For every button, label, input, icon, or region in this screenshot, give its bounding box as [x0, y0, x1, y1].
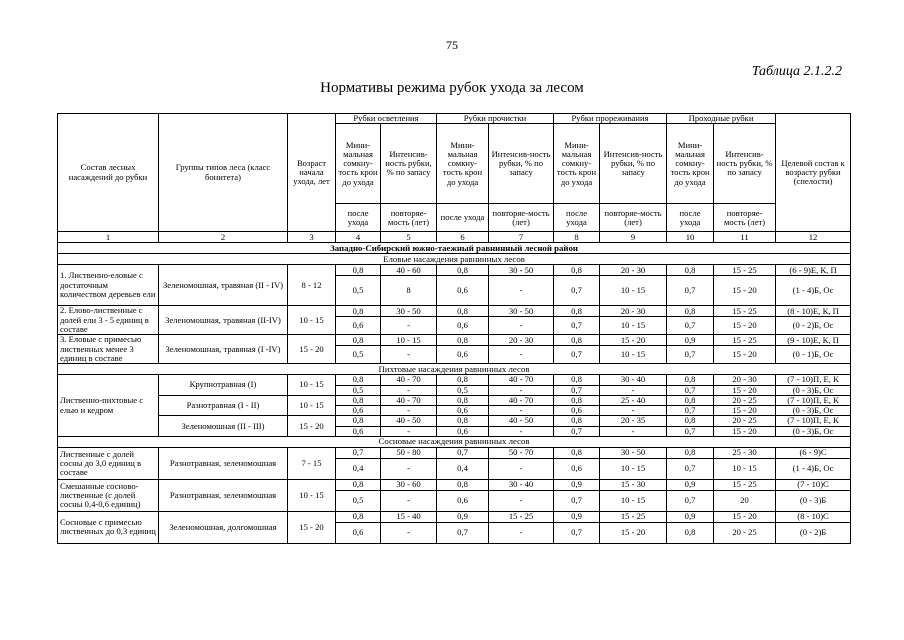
- composition-cell: Лиственно-пихтовые с елью и кедром: [58, 375, 159, 437]
- thin-closure: 0,6: [554, 458, 600, 479]
- forest-group-cell: Зеленомошная, травяная (I -IV): [159, 335, 288, 364]
- thin-intensity: 30 - 40: [600, 375, 667, 385]
- table-row: [58, 265, 851, 276]
- pass-intensity: 15 - 20: [714, 276, 776, 306]
- forest-group-cell: Зеленомошная, травяная (II - IV): [159, 265, 288, 306]
- clean-closure: 0,5: [336, 346, 381, 364]
- pass-intensity: 15 - 25: [714, 479, 776, 490]
- table-row: [58, 306, 851, 317]
- thin-closure: 0,8: [554, 395, 600, 405]
- clear-intensity: 30 - 50: [489, 265, 554, 276]
- clear-closure: 0,7: [437, 447, 489, 458]
- start-age-cell: 10 - 15: [288, 306, 336, 335]
- clear-closure: 0,8: [437, 395, 489, 405]
- norms-table: [57, 113, 851, 544]
- page-number: 75: [446, 38, 458, 52]
- target-composition: (0 - 3)Б: [776, 490, 851, 511]
- target-composition: (0 - 1)Б, Ос: [776, 346, 851, 364]
- thin-intensity: 10 - 15: [600, 490, 667, 511]
- clean-intensity: -: [381, 522, 437, 543]
- header-repeat: повторяе-мость (лет): [381, 204, 437, 232]
- clean-closure: 0,7: [336, 447, 381, 458]
- clean-closure: 0,5: [336, 490, 381, 511]
- section-fir: Пихтовые насаждения равнинных лесов: [58, 364, 851, 375]
- start-age-cell: 10 - 15: [288, 375, 336, 396]
- clean-closure: 0,8: [336, 511, 381, 522]
- pass-closure: 0,7: [667, 426, 714, 436]
- thin-closure: 0,9: [554, 511, 600, 522]
- col-number: 12: [776, 232, 851, 243]
- pass-closure: 0,7: [667, 406, 714, 416]
- clear-closure: 0,6: [437, 276, 489, 306]
- header-repeat: повторяе-мость (лет): [600, 204, 667, 232]
- target-composition: (0 - 3)Б, Ос: [776, 426, 851, 436]
- thin-closure: 0,8: [554, 416, 600, 426]
- clear-intensity: -: [489, 490, 554, 511]
- clean-intensity: 40 - 70: [381, 395, 437, 405]
- pass-intensity: 10 - 15: [714, 458, 776, 479]
- clear-intensity: 20 - 30: [489, 335, 554, 346]
- header-group-passage: Проходные рубки: [667, 114, 776, 124]
- clear-intensity: 40 - 70: [489, 395, 554, 405]
- start-age-cell: 15 - 20: [288, 511, 336, 543]
- target-composition: (8 - 10)Е, К, П: [776, 306, 851, 317]
- thin-intensity: 10 - 15: [600, 458, 667, 479]
- thin-intensity: 15 - 20: [600, 522, 667, 543]
- col-number: 5: [381, 232, 437, 243]
- pass-closure: 0,7: [667, 317, 714, 335]
- forest-group-cell: Зеленомошная (II - III): [159, 416, 288, 437]
- clean-intensity: -: [381, 426, 437, 436]
- header-target: Целевой состав к возрасту рубки (спелости): [776, 114, 851, 232]
- col-number: 2: [159, 232, 288, 243]
- header-group-clearing: Рубки прочистки: [437, 114, 554, 124]
- header-after: после ухода: [437, 204, 489, 232]
- clean-intensity: 50 - 80: [381, 447, 437, 458]
- clear-closure: 0,6: [437, 426, 489, 436]
- thin-intensity: 20 - 30: [600, 265, 667, 276]
- table-row: [58, 447, 851, 458]
- clean-intensity: -: [381, 317, 437, 335]
- target-composition: (7 - 10)П, Е, К: [776, 395, 851, 405]
- clear-intensity: 30 - 40: [489, 479, 554, 490]
- header-group-thinning: Рубки прореживания: [554, 114, 667, 124]
- thin-intensity: 30 - 50: [600, 447, 667, 458]
- header-repeat: повторяе-мость (лет): [714, 204, 776, 232]
- target-composition: (7 - 10)П, Е, К: [776, 416, 851, 426]
- clean-closure: 0,5: [336, 276, 381, 306]
- target-composition: (1 - 4)Б, Ос: [776, 458, 851, 479]
- header-forest-group: Группы типов леса (класс бонитета): [159, 114, 288, 232]
- header-composition: Состав лесных насаждений до рубки: [58, 114, 159, 232]
- clear-closure: 0,7: [437, 522, 489, 543]
- clear-closure: 0,4: [437, 458, 489, 479]
- clean-closure: 0,6: [336, 406, 381, 416]
- clear-intensity: 40 - 70: [489, 375, 554, 385]
- table-row: [58, 511, 851, 522]
- header-closure: Мини-мальная сомкну-тость крон до ухода: [336, 124, 381, 204]
- target-composition: (7 - 10)П, Е, К: [776, 375, 851, 385]
- thin-intensity: 15 - 20: [600, 335, 667, 346]
- clean-intensity: 40 - 60: [381, 265, 437, 276]
- section-pine: Сосновые насаждения равнинных лесов: [58, 436, 851, 447]
- pass-intensity: 20 - 25: [714, 395, 776, 405]
- thin-intensity: 10 - 15: [600, 346, 667, 364]
- clear-closure: 0,8: [437, 375, 489, 385]
- table-row: [58, 395, 851, 405]
- clear-closure: 0,8: [437, 416, 489, 426]
- composition-cell: Смешанные сосново-лиственные (с долей сосны 0,4-0,6 единиц): [58, 479, 159, 511]
- clear-intensity: -: [489, 317, 554, 335]
- header-intensity: Интенсив-ность рубки, % по запасу: [714, 124, 776, 204]
- pass-closure: 0,7: [667, 458, 714, 479]
- header-closure: Мини-мальная сомкну-тость крон до ухода: [554, 124, 600, 204]
- thin-intensity: 20 - 35: [600, 416, 667, 426]
- forest-group-cell: Зеленомошная, долгомошная: [159, 511, 288, 543]
- clear-closure: 0,8: [437, 335, 489, 346]
- clean-intensity: 8: [381, 276, 437, 306]
- clear-intensity: -: [489, 426, 554, 436]
- col-number: 3: [288, 232, 336, 243]
- clear-closure: 0,6: [437, 490, 489, 511]
- pass-intensity: 15 - 20: [714, 346, 776, 364]
- col-number: 4: [336, 232, 381, 243]
- clean-closure: 0,8: [336, 375, 381, 385]
- header-group-cleaning: Рубки осветления: [336, 114, 437, 124]
- table-row: [58, 479, 851, 490]
- thin-closure: 0,8: [554, 375, 600, 385]
- col-number: 9: [600, 232, 667, 243]
- composition-cell: Сосновые с примесью лиственных до 0,3 единиц: [58, 511, 159, 543]
- header-after: после ухода: [554, 204, 600, 232]
- header-repeat: повторяе-мость (лет): [489, 204, 554, 232]
- clear-intensity: 30 - 50: [489, 306, 554, 317]
- start-age-cell: 8 - 12: [288, 265, 336, 306]
- pass-intensity: 15 - 20: [714, 406, 776, 416]
- header-intensity: Интенсив-ность рубки, % по запасу: [600, 124, 667, 204]
- col-number: 10: [667, 232, 714, 243]
- thin-intensity: 10 - 15: [600, 276, 667, 306]
- header-after: после ухода: [667, 204, 714, 232]
- pass-intensity: 20 - 30: [714, 375, 776, 385]
- pass-closure: 0,9: [667, 335, 714, 346]
- pass-closure: 0,8: [667, 395, 714, 405]
- clean-intensity: 15 - 40: [381, 511, 437, 522]
- thin-closure: 0,7: [554, 426, 600, 436]
- clean-closure: 0,8: [336, 335, 381, 346]
- thin-closure: 0,8: [554, 335, 600, 346]
- composition-cell: 2. Елово-лиственные с долей ели 3 - 5 единиц в составе: [58, 306, 159, 335]
- table-row: [58, 335, 851, 346]
- page-title: Нормативы режима рубок ухода за лесом: [320, 80, 584, 96]
- header-intensity: Интенсив-ность рубки, % по запасу: [489, 124, 554, 204]
- thin-closure: 0,7: [554, 346, 600, 364]
- pass-intensity: 15 - 20: [714, 426, 776, 436]
- clean-closure: 0,8: [336, 265, 381, 276]
- col-number: 1: [58, 232, 159, 243]
- target-composition: (6 - 9)С: [776, 447, 851, 458]
- pass-closure: 0,7: [667, 385, 714, 395]
- thin-closure: 0,7: [554, 276, 600, 306]
- col-number: 7: [489, 232, 554, 243]
- clean-intensity: -: [381, 346, 437, 364]
- clean-intensity: 40 - 70: [381, 375, 437, 385]
- clean-closure: 0,5: [336, 385, 381, 395]
- thin-closure: 0,6: [554, 406, 600, 416]
- target-composition: (6 - 9)Е, К, П: [776, 265, 851, 276]
- clear-closure: 0,8: [437, 479, 489, 490]
- forest-group-cell: Зеленомошная, травяная (II-IV): [159, 306, 288, 335]
- pass-closure: 0,8: [667, 306, 714, 317]
- header-intensity: Интенсив-ность рубки, % по запасу: [381, 124, 437, 204]
- thin-closure: 0,7: [554, 317, 600, 335]
- clean-intensity: -: [381, 406, 437, 416]
- clean-intensity: -: [381, 458, 437, 479]
- clean-closure: 0,8: [336, 416, 381, 426]
- pass-closure: 0,8: [667, 522, 714, 543]
- target-composition: (8 - 10)С: [776, 511, 851, 522]
- clear-intensity: -: [489, 522, 554, 543]
- clear-intensity: -: [489, 385, 554, 395]
- thin-closure: 0,8: [554, 306, 600, 317]
- clean-closure: 0,6: [336, 317, 381, 335]
- forest-group-cell: Разнотравная, зеленомошная: [159, 479, 288, 511]
- thin-intensity: -: [600, 426, 667, 436]
- pass-intensity: 15 - 25: [714, 306, 776, 317]
- clean-intensity: 10 - 15: [381, 335, 437, 346]
- header-closure: Мини-мальная сомкну-тость крон до ухода: [667, 124, 714, 204]
- thin-intensity: 15 - 30: [600, 479, 667, 490]
- thin-intensity: -: [600, 385, 667, 395]
- clear-intensity: -: [489, 346, 554, 364]
- table-row: [58, 416, 851, 426]
- start-age-cell: 15 - 20: [288, 335, 336, 364]
- forest-group-cell: Разнотравная (I - II): [159, 395, 288, 416]
- clean-intensity: 30 - 50: [381, 306, 437, 317]
- header-start-age: Возраст начала ухода, лет: [288, 114, 336, 232]
- start-age-cell: 10 - 15: [288, 395, 336, 416]
- clear-closure: 0,5: [437, 385, 489, 395]
- clean-closure: 0,6: [336, 426, 381, 436]
- clear-intensity: -: [489, 458, 554, 479]
- clear-closure: 0,8: [437, 306, 489, 317]
- header-after: после ухода: [336, 204, 381, 232]
- pass-closure: 0,8: [667, 447, 714, 458]
- pass-closure: 0,9: [667, 479, 714, 490]
- forest-group-cell: Разнотравная, зеленомошная: [159, 447, 288, 479]
- target-composition: (0 - 2)Б: [776, 522, 851, 543]
- thin-intensity: 20 - 30: [600, 306, 667, 317]
- thin-intensity: 15 - 25: [600, 511, 667, 522]
- clean-closure: 0,8: [336, 479, 381, 490]
- pass-intensity: 20 - 25: [714, 522, 776, 543]
- composition-cell: 1. Лиственно-еловые с достаточным количеством деревьев ели: [58, 265, 159, 306]
- clean-intensity: -: [381, 490, 437, 511]
- target-composition: (0 - 3)Б, Ос: [776, 406, 851, 416]
- composition-cell: Лиственные с долей сосны до 3,0 единиц в составе: [58, 447, 159, 479]
- thin-closure: 0,7: [554, 522, 600, 543]
- clear-intensity: 15 - 25: [489, 511, 554, 522]
- clear-intensity: 50 - 70: [489, 447, 554, 458]
- section-spruce: Еловые насаждения равнинных лесов: [58, 254, 851, 265]
- col-number: 11: [714, 232, 776, 243]
- start-age-cell: 7 - 15: [288, 447, 336, 479]
- pass-intensity: 15 - 20: [714, 385, 776, 395]
- pass-closure: 0,8: [667, 416, 714, 426]
- pass-intensity: 15 - 25: [714, 335, 776, 346]
- clean-closure: 0,6: [336, 522, 381, 543]
- col-number: 8: [554, 232, 600, 243]
- pass-closure: 0,7: [667, 276, 714, 306]
- pass-closure: 0,7: [667, 346, 714, 364]
- target-composition: (0 - 2)Б, Ос: [776, 317, 851, 335]
- clean-intensity: -: [381, 385, 437, 395]
- pass-intensity: 20 - 25: [714, 416, 776, 426]
- clear-closure: 0,9: [437, 511, 489, 522]
- table-header: [58, 114, 851, 243]
- section-region: Западно-Сибирский южно-таежный равнинный лесной район: [58, 243, 851, 254]
- col-number: 6: [437, 232, 489, 243]
- clear-closure: 0,8: [437, 265, 489, 276]
- start-age-cell: 15 - 20: [288, 416, 336, 437]
- pass-intensity: 15 - 25: [714, 265, 776, 276]
- target-composition: (9 - 10)Е, К, П: [776, 335, 851, 346]
- thin-closure: 0,8: [554, 447, 600, 458]
- pass-closure: 0,8: [667, 375, 714, 385]
- clear-intensity: -: [489, 406, 554, 416]
- pass-intensity: 20: [714, 490, 776, 511]
- clear-closure: 0,6: [437, 346, 489, 364]
- thin-intensity: 10 - 15: [600, 317, 667, 335]
- pass-intensity: 15 - 20: [714, 317, 776, 335]
- pass-closure: 0,9: [667, 511, 714, 522]
- pass-intensity: 25 - 30: [714, 447, 776, 458]
- thin-closure: 0,8: [554, 265, 600, 276]
- clear-closure: 0,6: [437, 317, 489, 335]
- target-composition: (0 - 3)Б, Ос: [776, 385, 851, 395]
- header-closure: Мини-мальная сомкну-тость крон до ухода: [437, 124, 489, 204]
- pass-intensity: 15 - 20: [714, 511, 776, 522]
- clean-closure: 0,8: [336, 306, 381, 317]
- table-row: [58, 375, 851, 385]
- thin-closure: 0,7: [554, 490, 600, 511]
- clean-intensity: 30 - 60: [381, 479, 437, 490]
- start-age-cell: 10 - 15: [288, 479, 336, 511]
- forest-group-cell: Крупнотравная (I): [159, 375, 288, 396]
- clean-closure: 0,4: [336, 458, 381, 479]
- thin-closure: 0,9: [554, 479, 600, 490]
- pass-closure: 0,7: [667, 490, 714, 511]
- clean-intensity: 40 - 50: [381, 416, 437, 426]
- target-composition: (7 - 10)С: [776, 479, 851, 490]
- table-body: [58, 243, 851, 544]
- clear-intensity: 40 - 50: [489, 416, 554, 426]
- clean-closure: 0,8: [336, 395, 381, 405]
- thin-closure: 0,7: [554, 385, 600, 395]
- clear-closure: 0,6: [437, 406, 489, 416]
- thin-intensity: 25 - 40: [600, 395, 667, 405]
- table-caption: Таблица 2.1.2.2: [751, 64, 842, 79]
- composition-cell: 3. Еловые с примесью лиственных менее 3 единиц в составе: [58, 335, 159, 364]
- clear-intensity: -: [489, 276, 554, 306]
- pass-closure: 0,8: [667, 265, 714, 276]
- target-composition: (1 - 4)Б, Ос: [776, 276, 851, 306]
- thin-intensity: -: [600, 406, 667, 416]
